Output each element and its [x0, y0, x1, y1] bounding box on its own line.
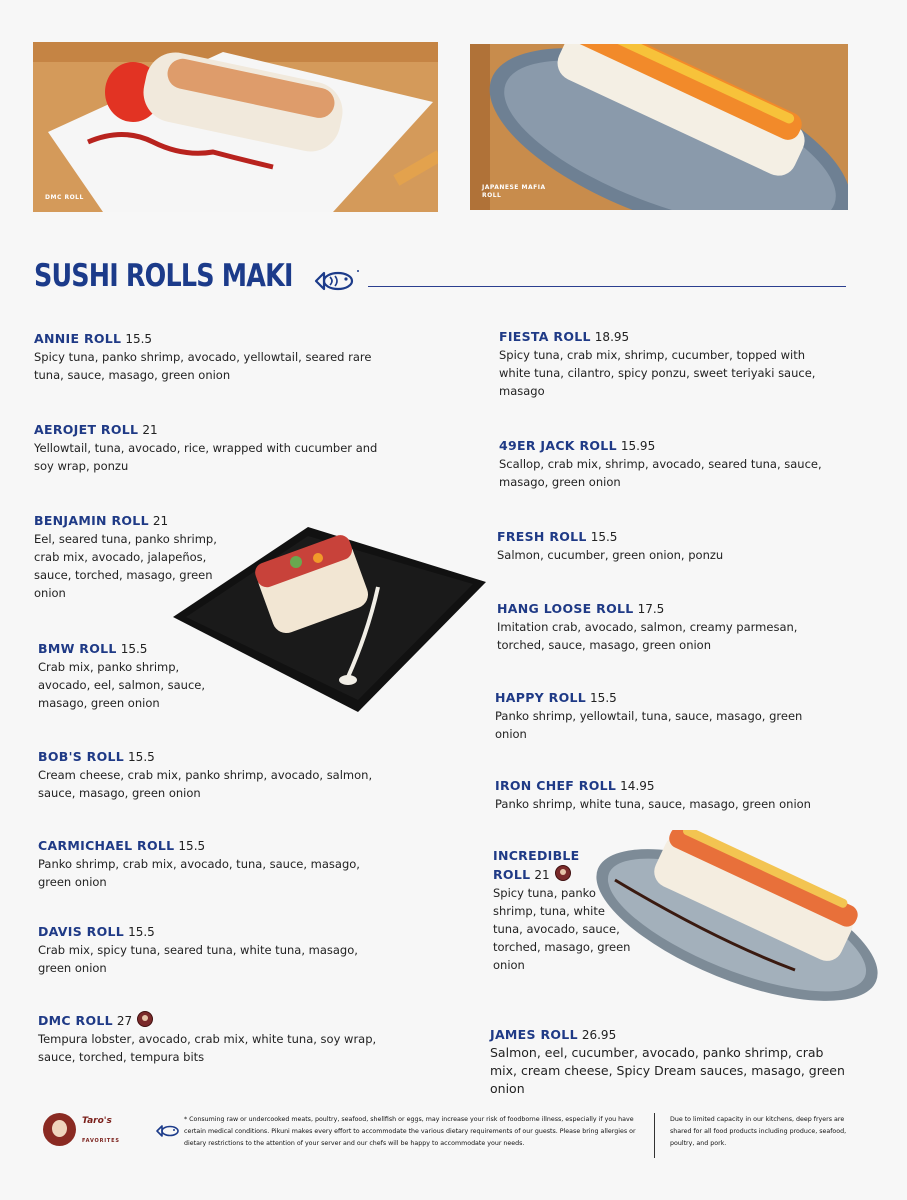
menu-item-aerojet-roll	[34, 419, 379, 475]
item-description: Cream cheese, crab mix, panko shrimp, avocado, salmon, sauce, masago, green onion	[38, 768, 373, 800]
raw-food-notice: * Consuming raw or undercooked meats, poultry, seafood, shellfish or eggs, may increase your risk of foodborne illness, especially if you have certain medical conditions. Pikuni makes every effort to accommodate the various dietary requirements of our guests. Please bring allergies or dietary restrictions to the attention of your server and our chefs will be happy to accommodate your needs.	[184, 1116, 636, 1147]
item-name: HANG LOOSE ROLL	[497, 601, 634, 616]
item-price: 15.5	[128, 750, 155, 764]
item-name: HAPPY ROLL	[495, 690, 587, 705]
item-name: FIESTA ROLL	[499, 329, 591, 344]
item-description: Panko shrimp, yellowtail, tuna, sauce, masago, green onion	[495, 709, 803, 741]
item-name: BMW ROLL	[38, 641, 117, 656]
item-description: Salmon, eel, cucumber, avocado, panko shrimp, crab mix, cream cheese, Spicy Dream sauces, masago, green onion	[490, 1045, 845, 1096]
menu-item-james-roll	[490, 1024, 850, 1098]
item-name: AEROJET ROLL	[34, 422, 139, 437]
title-divider	[368, 286, 846, 287]
item-price: 17.5	[637, 602, 665, 616]
item-name: ANNIE ROLL	[34, 331, 122, 346]
fish-icon	[312, 268, 360, 294]
item-name: IRON CHEF ROLL	[495, 778, 617, 793]
dmc-roll-illustration	[33, 42, 438, 212]
menu-item-annie-roll	[34, 328, 394, 384]
taros-logo-text: Taro's	[82, 1116, 112, 1126]
taros-logo-subtext: FAVORITES	[82, 1138, 120, 1144]
menu-item-happy-roll	[495, 687, 815, 743]
incredible-roll-plate-image	[595, 830, 880, 1008]
item-description: Crab mix, spicy tuna, seared tuna, white tuna, masago, green onion	[38, 943, 358, 975]
item-name: FRESH ROLL	[497, 529, 587, 544]
fish-icon	[155, 1124, 181, 1138]
taros-favorites-logo	[43, 1113, 76, 1146]
item-price: 15.5	[125, 332, 153, 346]
item-name: BENJAMIN ROLL	[34, 513, 149, 528]
item-description: Eel, seared tuna, panko shrimp, crab mix, avocado, jalapeños, sauce, torched, masago, green onion	[34, 532, 217, 600]
item-price: 15.5	[128, 925, 155, 939]
item-price: 14.95	[620, 779, 655, 793]
menu-item-davis-roll	[38, 921, 373, 977]
menu-item-iron-chef-roll	[495, 775, 830, 813]
menu-item-fiesta-roll	[499, 326, 839, 400]
item-description: Yellowtail, tuna, avocado, rice, wrapped with cucumber and soy wrap, ponzu	[34, 441, 378, 473]
item-name-line2: ROLL	[493, 867, 531, 882]
taros-favorite-icon	[137, 1011, 153, 1027]
item-description: Panko shrimp, white tuna, sauce, masago, green onion	[495, 797, 811, 811]
item-price: 21	[152, 514, 169, 528]
item-name: 49ER JACK ROLL	[499, 438, 617, 453]
benjamin-roll-plate-image	[168, 522, 488, 717]
section-title: SUSHI ROLLS MAKI	[34, 258, 293, 294]
item-name: CARMICHAEL ROLL	[38, 838, 175, 853]
item-description: Salmon, cucumber, green onion, ponzu	[497, 548, 724, 562]
dmc-roll-photo	[33, 42, 438, 212]
menu-item-49er-jack-roll	[499, 435, 834, 491]
taros-favorite-icon	[555, 865, 571, 881]
item-price: 15.5	[178, 839, 206, 853]
item-description: Crab mix, panko shrimp, avocado, eel, salmon, sauce, masago, green onion	[38, 660, 206, 710]
item-price: 15.5	[590, 691, 617, 705]
item-price: 26.95	[581, 1028, 617, 1042]
item-name: JAMES ROLL	[490, 1027, 578, 1042]
item-price: 15.5	[120, 642, 148, 656]
menu-item-dmc-roll	[38, 1010, 383, 1066]
item-description: Panko shrimp, crab mix, avocado, tuna, sauce, masago, green onion	[38, 857, 360, 889]
item-description: Spicy tuna, panko shrimp, tuna, white tuna, avocado, sauce, torched, masago, green onion	[493, 886, 631, 972]
item-name-line1: INCREDIBLE	[493, 848, 580, 863]
item-price: 27	[116, 1014, 133, 1028]
item-name: DMC ROLL	[38, 1013, 113, 1028]
item-description: Spicy tuna, crab mix, shrimp, cucumber, topped with white tuna, cilantro, spicy ponzu, sweet teriyaki sauce, masago	[499, 348, 816, 398]
japanese-mafia-roll-photo	[470, 44, 848, 210]
fryer-notice: Due to limited capacity in our kitchens, deep fryers are shared for all food products including produce, seafood, poultry, and pork.	[670, 1116, 847, 1147]
menu-item-hang-loose-roll	[497, 598, 817, 654]
item-name: DAVIS ROLL	[38, 924, 125, 939]
item-price: 18.95	[594, 330, 630, 344]
menu-item-fresh-roll	[497, 526, 827, 564]
menu-item-carmichael-roll	[38, 835, 378, 891]
item-price: 15.5	[590, 530, 618, 544]
japanese-mafia-roll-caption: JAPANESE MAFIA ROLL	[482, 184, 546, 200]
item-price: 15.95	[620, 439, 656, 453]
item-price: 21	[534, 868, 550, 882]
item-description: Scallop, crab mix, shrimp, avocado, seared tuna, sauce, masago, green onion	[499, 457, 822, 489]
footer-divider	[654, 1113, 655, 1158]
item-description: Spicy tuna, panko shrimp, avocado, yellowtail, seared rare tuna, sauce, masago, green onion	[34, 350, 372, 382]
item-price: 21	[142, 423, 158, 437]
item-name: BOB'S ROLL	[38, 749, 125, 764]
item-description: Tempura lobster, avocado, crab mix, white tuna, soy wrap, sauce, torched, tempura bits	[38, 1032, 377, 1064]
menu-item-bobs-roll	[38, 746, 383, 802]
dmc-roll-caption: DMC ROLL	[45, 194, 84, 202]
item-description: Imitation crab, avocado, salmon, creamy parmesan, torched, sauce, masago, green onion	[497, 620, 798, 652]
